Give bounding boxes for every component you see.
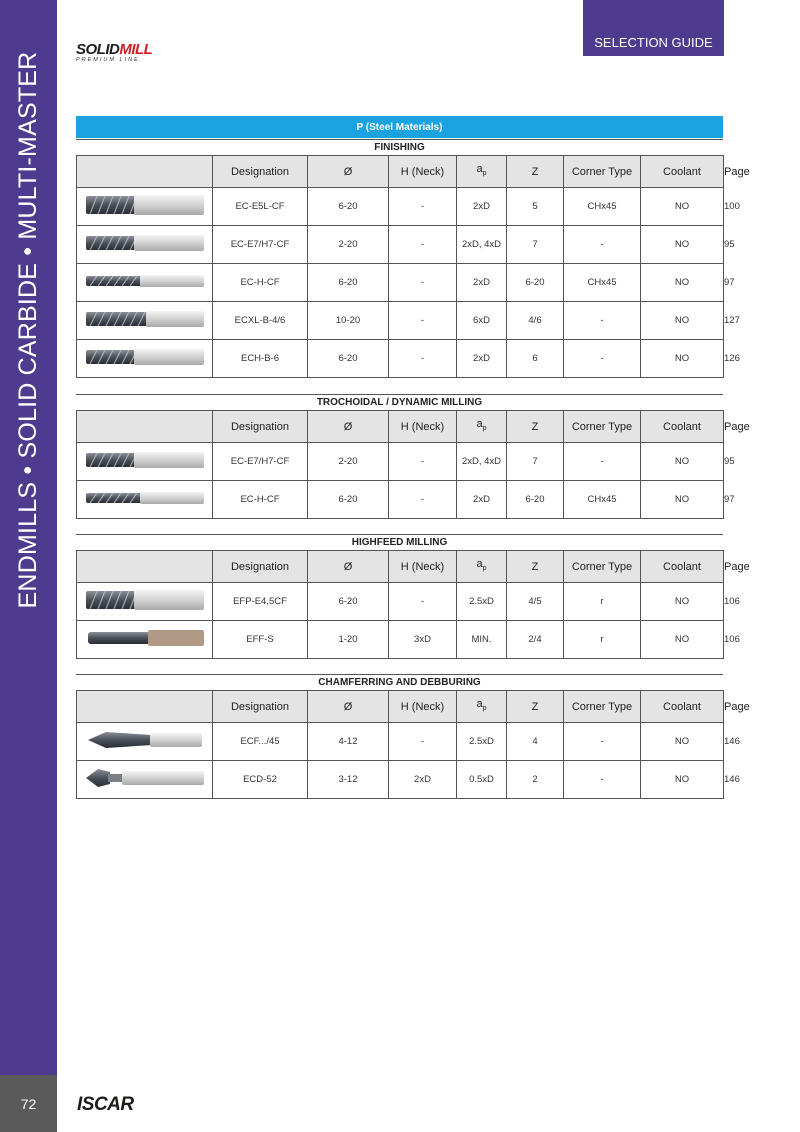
cell-coolant: NO bbox=[641, 761, 724, 799]
tool-image-cell bbox=[77, 621, 213, 659]
cell-ap: 2.5xD bbox=[457, 583, 507, 621]
selection-guide-label: SELECTION GUIDE bbox=[594, 35, 713, 50]
cell-h-neck: 2xD bbox=[389, 761, 457, 799]
cell-dia: 2-20 bbox=[308, 226, 389, 264]
header-ap-sub: p bbox=[482, 425, 487, 433]
table-row: ECD-52 3-12 2xD 0.5xD 2 - NO 146 bbox=[77, 761, 724, 799]
header-row: Designation Ø H (Neck) $a_p$ Z Corner Type Coolant Page bbox=[77, 691, 724, 723]
header-ap-main: a bbox=[476, 697, 483, 710]
table-row: EFP-E4,5CF 6-20 - 2.5xD 4/5 r NO 106 bbox=[77, 583, 724, 621]
tool-image-cell bbox=[77, 443, 213, 481]
header-image-cell bbox=[77, 691, 213, 723]
cell-designation: EC-E7/H7-CF bbox=[213, 226, 308, 264]
selection-table bbox=[76, 550, 750, 659]
header-ap-sub: p bbox=[482, 705, 487, 713]
selection-table bbox=[76, 410, 750, 519]
cell-ap: 2xD bbox=[457, 264, 507, 302]
header-corner: Corner Type bbox=[564, 691, 641, 723]
cell-ap: 2xD bbox=[457, 481, 507, 519]
tool-image-cell bbox=[77, 340, 213, 378]
header-coolant: Coolant bbox=[641, 551, 724, 583]
tool-image-cell bbox=[77, 723, 213, 761]
header-image-cell bbox=[77, 551, 213, 583]
material-banner bbox=[76, 116, 723, 138]
cell-z: 6 bbox=[507, 340, 564, 378]
tool-icon bbox=[77, 727, 212, 756]
cell-corner: - bbox=[564, 340, 641, 378]
cell-z: 5 bbox=[507, 188, 564, 226]
header-image-cell bbox=[77, 156, 213, 188]
table-row: ECXL-B-4/6 10-20 - 6xD 4/6 - NO 127 bbox=[77, 302, 724, 340]
cell-z: 4/5 bbox=[507, 583, 564, 621]
cell-designation: ECH-B-6 bbox=[213, 340, 308, 378]
header-dia: Ø bbox=[308, 691, 389, 723]
header-coolant: Coolant bbox=[641, 411, 724, 443]
header-corner: Corner Type bbox=[564, 551, 641, 583]
cell-h-neck: - bbox=[389, 481, 457, 519]
cell-dia: 6-20 bbox=[308, 188, 389, 226]
selection-table bbox=[76, 155, 750, 378]
header-coolant: Coolant bbox=[641, 156, 724, 188]
logo-brand-b: MILL bbox=[119, 41, 153, 58]
section-title: HIGHFEED MILLING bbox=[76, 534, 723, 550]
cell-h-neck: - bbox=[389, 264, 457, 302]
tool-icon bbox=[77, 192, 212, 221]
header-h-neck: H (Neck) bbox=[389, 551, 457, 583]
cell-designation: ECF.../45 bbox=[213, 723, 308, 761]
cell-h-neck: - bbox=[389, 443, 457, 481]
logo-brand-a: SOLID bbox=[76, 41, 120, 58]
company-logo: ISCAR bbox=[77, 1094, 134, 1115]
section-title: CHAMFERRING AND DEBBURING bbox=[76, 674, 723, 690]
cell-h-neck: - bbox=[389, 340, 457, 378]
cell-h-neck: - bbox=[389, 226, 457, 264]
cell-coolant: NO bbox=[641, 723, 724, 761]
cell-coolant: NO bbox=[641, 188, 724, 226]
cell-corner: - bbox=[564, 302, 641, 340]
cell-coolant: NO bbox=[641, 226, 724, 264]
header-h-neck: H (Neck) bbox=[389, 691, 457, 723]
cell-designation: EC-E5L-CF bbox=[213, 188, 308, 226]
cell-designation: EC-H-CF bbox=[213, 481, 308, 519]
header-corner: Corner Type bbox=[564, 411, 641, 443]
logo-subline: PREMIUM LINE bbox=[76, 57, 140, 63]
table-row: EC-E7/H7-CF 2-20 - 2xD, 4xD 7 - NO 95 bbox=[77, 226, 724, 264]
header-ap-sub: p bbox=[482, 170, 487, 178]
cell-z: 2/4 bbox=[507, 621, 564, 659]
header-ap-main: a bbox=[476, 417, 483, 430]
cell-dia: 2-20 bbox=[308, 443, 389, 481]
tool-image-cell bbox=[77, 264, 213, 302]
side-title: ENDMILLS • SOLID CARBIDE • MULTI-MASTER bbox=[14, 51, 42, 609]
cell-corner: r bbox=[564, 583, 641, 621]
cell-dia: 10-20 bbox=[308, 302, 389, 340]
cell-corner: CHx45 bbox=[564, 188, 641, 226]
header-h-neck: H (Neck) bbox=[389, 411, 457, 443]
cell-z: 6-20 bbox=[507, 481, 564, 519]
header-ap bbox=[457, 156, 507, 188]
cell-ap: 6xD bbox=[457, 302, 507, 340]
page-number: 72 bbox=[0, 1075, 57, 1132]
cell-z: 7 bbox=[507, 226, 564, 264]
header-dia: Ø bbox=[308, 156, 389, 188]
header-ap bbox=[457, 411, 507, 443]
cell-corner: - bbox=[564, 443, 641, 481]
tool-icon bbox=[77, 587, 212, 616]
cell-corner: CHx45 bbox=[564, 264, 641, 302]
cell-z: 7 bbox=[507, 443, 564, 481]
cell-coolant: NO bbox=[641, 443, 724, 481]
tool-icon bbox=[77, 230, 212, 259]
section-3 bbox=[76, 674, 750, 799]
cell-ap: 2xD, 4xD bbox=[457, 443, 507, 481]
selection-table bbox=[76, 690, 750, 799]
cell-corner: CHx45 bbox=[564, 481, 641, 519]
header-designation: Designation bbox=[213, 156, 308, 188]
table-row: ECH-B-6 6-20 - 2xD 6 - NO 126 bbox=[77, 340, 724, 378]
cell-h-neck: - bbox=[389, 302, 457, 340]
table-row: EC-H-CF 6-20 - 2xD 6-20 CHx45 NO 97 bbox=[77, 481, 724, 519]
cell-corner: r bbox=[564, 621, 641, 659]
header-row: Designation Ø H (Neck) $a_p$ Z Corner Type Coolant Page bbox=[77, 156, 724, 188]
header-z: Z bbox=[507, 156, 564, 188]
cell-z: 2 bbox=[507, 761, 564, 799]
tool-icon bbox=[77, 306, 212, 335]
cell-z: 4/6 bbox=[507, 302, 564, 340]
cell-designation: ECXL-B-4/6 bbox=[213, 302, 308, 340]
header-ap-main: a bbox=[476, 557, 483, 570]
cell-ap: 2xD bbox=[457, 188, 507, 226]
header-corner: Corner Type bbox=[564, 156, 641, 188]
header-designation: Designation bbox=[213, 411, 308, 443]
header-ap-sub: p bbox=[482, 565, 487, 573]
tool-image-cell bbox=[77, 302, 213, 340]
solidmill-logo bbox=[76, 42, 152, 64]
cell-ap: 2xD bbox=[457, 340, 507, 378]
cell-coolant: NO bbox=[641, 302, 724, 340]
cell-z: 6-20 bbox=[507, 264, 564, 302]
cell-coolant: NO bbox=[641, 340, 724, 378]
table-row: ECF.../45 4-12 - 2.5xD 4 - NO 146 bbox=[77, 723, 724, 761]
cell-coolant: NO bbox=[641, 264, 724, 302]
header-z: Z bbox=[507, 691, 564, 723]
cell-dia: 6-20 bbox=[308, 583, 389, 621]
cell-dia: 4-12 bbox=[308, 723, 389, 761]
cell-dia: 6-20 bbox=[308, 481, 389, 519]
header-ap bbox=[457, 551, 507, 583]
section-2 bbox=[76, 534, 750, 659]
header-ap bbox=[457, 691, 507, 723]
cell-h-neck: - bbox=[389, 188, 457, 226]
cell-dia: 6-20 bbox=[308, 340, 389, 378]
tool-icon bbox=[77, 765, 212, 794]
tool-icon bbox=[77, 485, 212, 514]
tool-icon bbox=[77, 625, 212, 654]
tool-icon bbox=[77, 447, 212, 476]
tool-image-cell bbox=[77, 761, 213, 799]
cell-h-neck: - bbox=[389, 583, 457, 621]
tool-image-cell bbox=[77, 583, 213, 621]
cell-ap: 2xD, 4xD bbox=[457, 226, 507, 264]
tool-icon bbox=[77, 268, 212, 297]
selection-guide-tab bbox=[583, 0, 724, 56]
tool-image-cell bbox=[77, 481, 213, 519]
header-coolant: Coolant bbox=[641, 691, 724, 723]
cell-corner: - bbox=[564, 723, 641, 761]
cell-ap: MIN. bbox=[457, 621, 507, 659]
cell-designation: EFP-E4,5CF bbox=[213, 583, 308, 621]
header-row: Designation Ø H (Neck) $a_p$ Z Corner Type Coolant Page bbox=[77, 411, 724, 443]
cell-designation: EFF-S bbox=[213, 621, 308, 659]
cell-designation: EC-E7/H7-CF bbox=[213, 443, 308, 481]
cell-corner: - bbox=[564, 761, 641, 799]
tool-image-cell bbox=[77, 188, 213, 226]
cell-coolant: NO bbox=[641, 481, 724, 519]
section-title: FINISHING bbox=[76, 139, 723, 155]
cell-coolant: NO bbox=[641, 583, 724, 621]
cell-h-neck: 3xD bbox=[389, 621, 457, 659]
section-0 bbox=[76, 139, 750, 378]
tool-icon bbox=[77, 344, 212, 373]
cell-designation: EC-H-CF bbox=[213, 264, 308, 302]
header-z: Z bbox=[507, 551, 564, 583]
section-title: TROCHOIDAL / DYNAMIC MILLING bbox=[76, 394, 723, 410]
header-row: Designation Ø H (Neck) $a_p$ Z Corner Type Coolant Page bbox=[77, 551, 724, 583]
cell-ap: 2.5xD bbox=[457, 723, 507, 761]
cell-designation: ECD-52 bbox=[213, 761, 308, 799]
side-band bbox=[0, 0, 57, 1075]
table-row: EFF-S 1-20 3xD MIN. 2/4 r NO 106 bbox=[77, 621, 724, 659]
cell-dia: 6-20 bbox=[308, 264, 389, 302]
header-dia: Ø bbox=[308, 551, 389, 583]
header-dia: Ø bbox=[308, 411, 389, 443]
table-row: EC-E7/H7-CF 2-20 - 2xD, 4xD 7 - NO 95 bbox=[77, 443, 724, 481]
table-row: EC-H-CF 6-20 - 2xD 6-20 CHx45 NO 97 bbox=[77, 264, 724, 302]
section-1 bbox=[76, 394, 750, 519]
cell-corner: - bbox=[564, 226, 641, 264]
cell-coolant: NO bbox=[641, 621, 724, 659]
table-row: EC-E5L-CF 6-20 - 2xD 5 CHx45 NO 100 bbox=[77, 188, 724, 226]
cell-z: 4 bbox=[507, 723, 564, 761]
header-image-cell bbox=[77, 411, 213, 443]
header-ap-main: a bbox=[476, 162, 483, 175]
header-z: Z bbox=[507, 411, 564, 443]
cell-h-neck: - bbox=[389, 723, 457, 761]
cell-dia: 3-12 bbox=[308, 761, 389, 799]
header-designation: Designation bbox=[213, 691, 308, 723]
cell-dia: 1-20 bbox=[308, 621, 389, 659]
header-h-neck: H (Neck) bbox=[389, 156, 457, 188]
material-banner-label: P (Steel Materials) bbox=[356, 121, 443, 133]
tool-image-cell bbox=[77, 226, 213, 264]
header-designation: Designation bbox=[213, 551, 308, 583]
cell-ap: 0.5xD bbox=[457, 761, 507, 799]
